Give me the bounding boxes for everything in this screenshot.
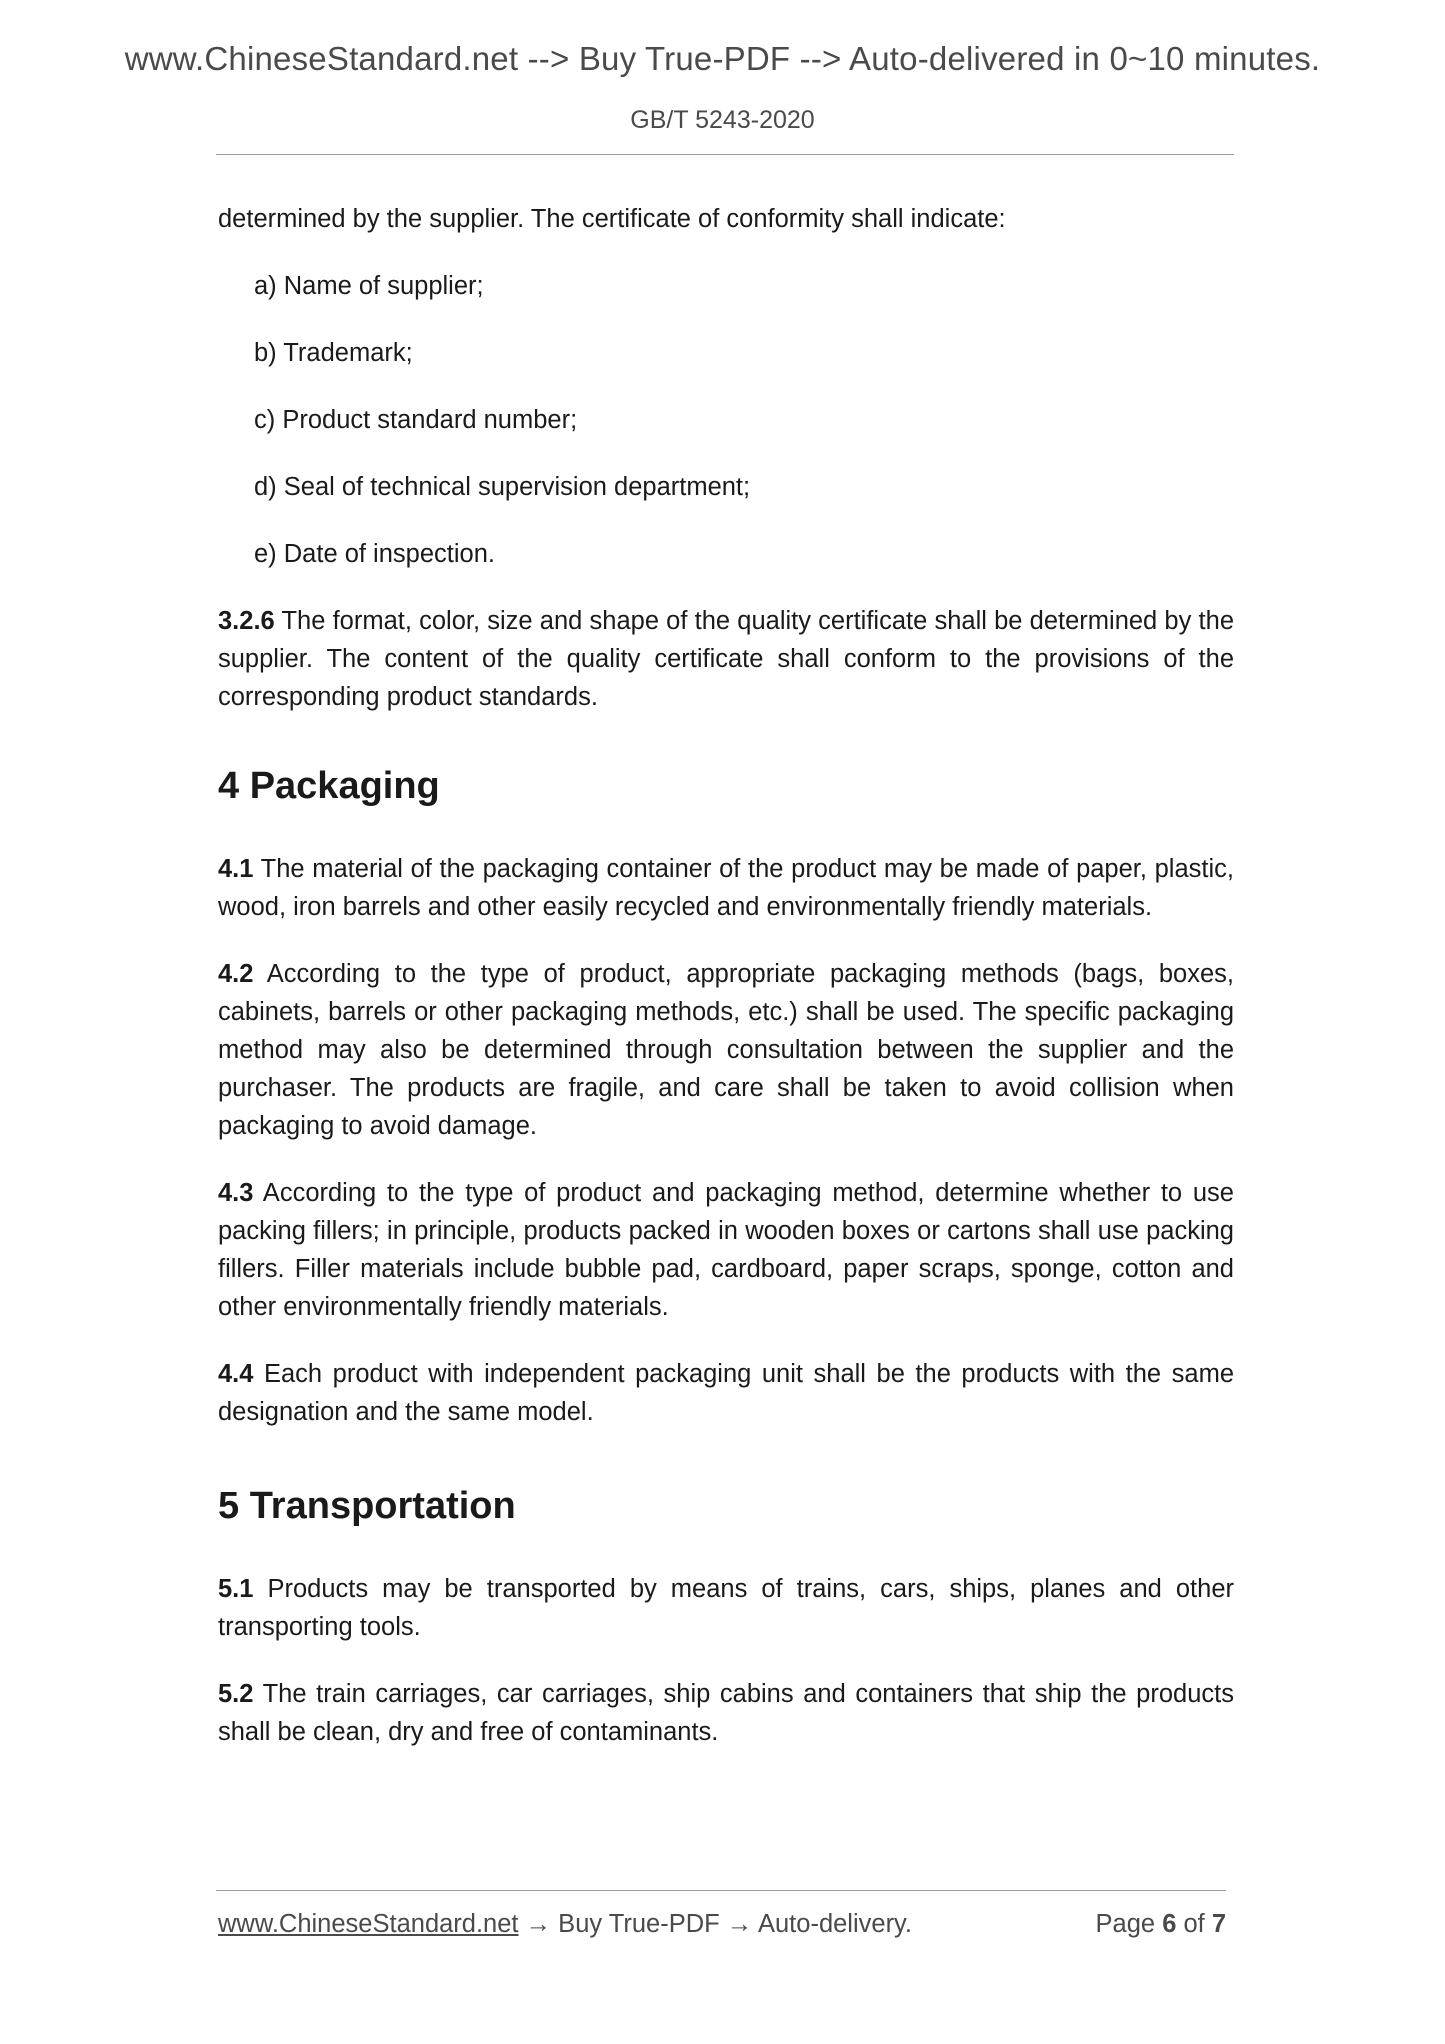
footer-site-link[interactable]: www.ChineseStandard.net: [218, 1910, 519, 1938]
list-item: e) Date of inspection.: [254, 540, 495, 568]
footer-left: [218, 1910, 912, 1939]
header-divider: [216, 154, 1234, 155]
page-body: [218, 200, 1234, 1780]
clause-number: 5.1: [218, 1575, 254, 1603]
list-item: a) Name of supplier;: [254, 272, 484, 300]
clause-3-2-6: [218, 602, 1234, 716]
section-heading-transportation: 5 Transportation: [218, 1485, 516, 1527]
page-of-label: of: [1176, 1910, 1212, 1938]
clause-number: 4.3: [218, 1179, 254, 1207]
footer-tagline: → Buy True-PDF → Auto-delivery.: [518, 1910, 912, 1938]
clause-text: According to the type of product and packaging method, determine whether to use packing fillers; in principle, products packed in wooden boxes or cartons shall use packing fillers. Filler materials include bubble pad, cardboard, paper scraps, sponge, cotton and other environmentally friendly materials.: [218, 1179, 1234, 1321]
clause-5-1: [218, 1570, 1234, 1646]
clause-text: The format, color, size and shape of the quality certificate shall be determined by the supplier. The content of the quality certificate shall conform to the provisions of the corresponding product standards.: [218, 607, 1234, 711]
clause-number: 4.2: [218, 960, 254, 988]
clause-text: The train carriages, car carriages, ship cabins and containers that ship the products shall be clean, dry and free of contaminants.: [218, 1680, 1234, 1746]
list-item: d) Seal of technical supervision department;: [254, 473, 751, 501]
list-item: c) Product standard number;: [254, 406, 578, 434]
clause-4-3: [218, 1174, 1234, 1326]
lead-paragraph: determined by the supplier. The certificate of conformity shall indicate:: [218, 205, 1006, 233]
page-indicator: [1096, 1910, 1226, 1939]
page-label: Page: [1095, 1910, 1163, 1938]
section-heading-packaging: 4 Packaging: [218, 765, 440, 807]
clause-4-1: [218, 850, 1234, 926]
clause-text: Products may be transported by means of trains, cars, ships, planes and other transporting tools.: [218, 1575, 1234, 1641]
list-item: b) Trademark;: [254, 339, 413, 367]
clause-number: 4.1: [218, 855, 254, 883]
clause-number: 5.2: [218, 1680, 254, 1708]
clause-5-2: [218, 1675, 1234, 1751]
clause-text: Each product with independent packaging unit shall be the products with the same designation and the same model.: [218, 1360, 1234, 1426]
clause-text: The material of the packaging container of the product may be made of paper, plastic, wood, iron barrels and other easily recycled and environmentally friendly materials.: [218, 855, 1234, 921]
clause-4-2: [218, 955, 1234, 1145]
footer-divider: [216, 1890, 1226, 1891]
top-banner: www.ChineseStandard.net --> Buy True-PDF --> Auto-delivered in 0~10 minutes.: [124, 40, 1321, 77]
clause-number: 4.4: [218, 1360, 254, 1388]
clause-4-4: [218, 1355, 1234, 1431]
page-total: 7: [1211, 1910, 1226, 1938]
document-id: GB/T 5243-2020: [630, 106, 815, 134]
clause-number: 3.2.6: [218, 607, 275, 635]
clause-text: According to the type of product, appropriate packaging methods (bags, boxes, cabinets, barrels or other packaging methods, etc.) shall be used. The specific packaging method may also be determined through consultation between the supplier and the purchaser. The products are fragile, and care shall be taken to avoid collision when packaging to avoid damage.: [218, 960, 1234, 1140]
page-current: 6: [1162, 1910, 1177, 1938]
